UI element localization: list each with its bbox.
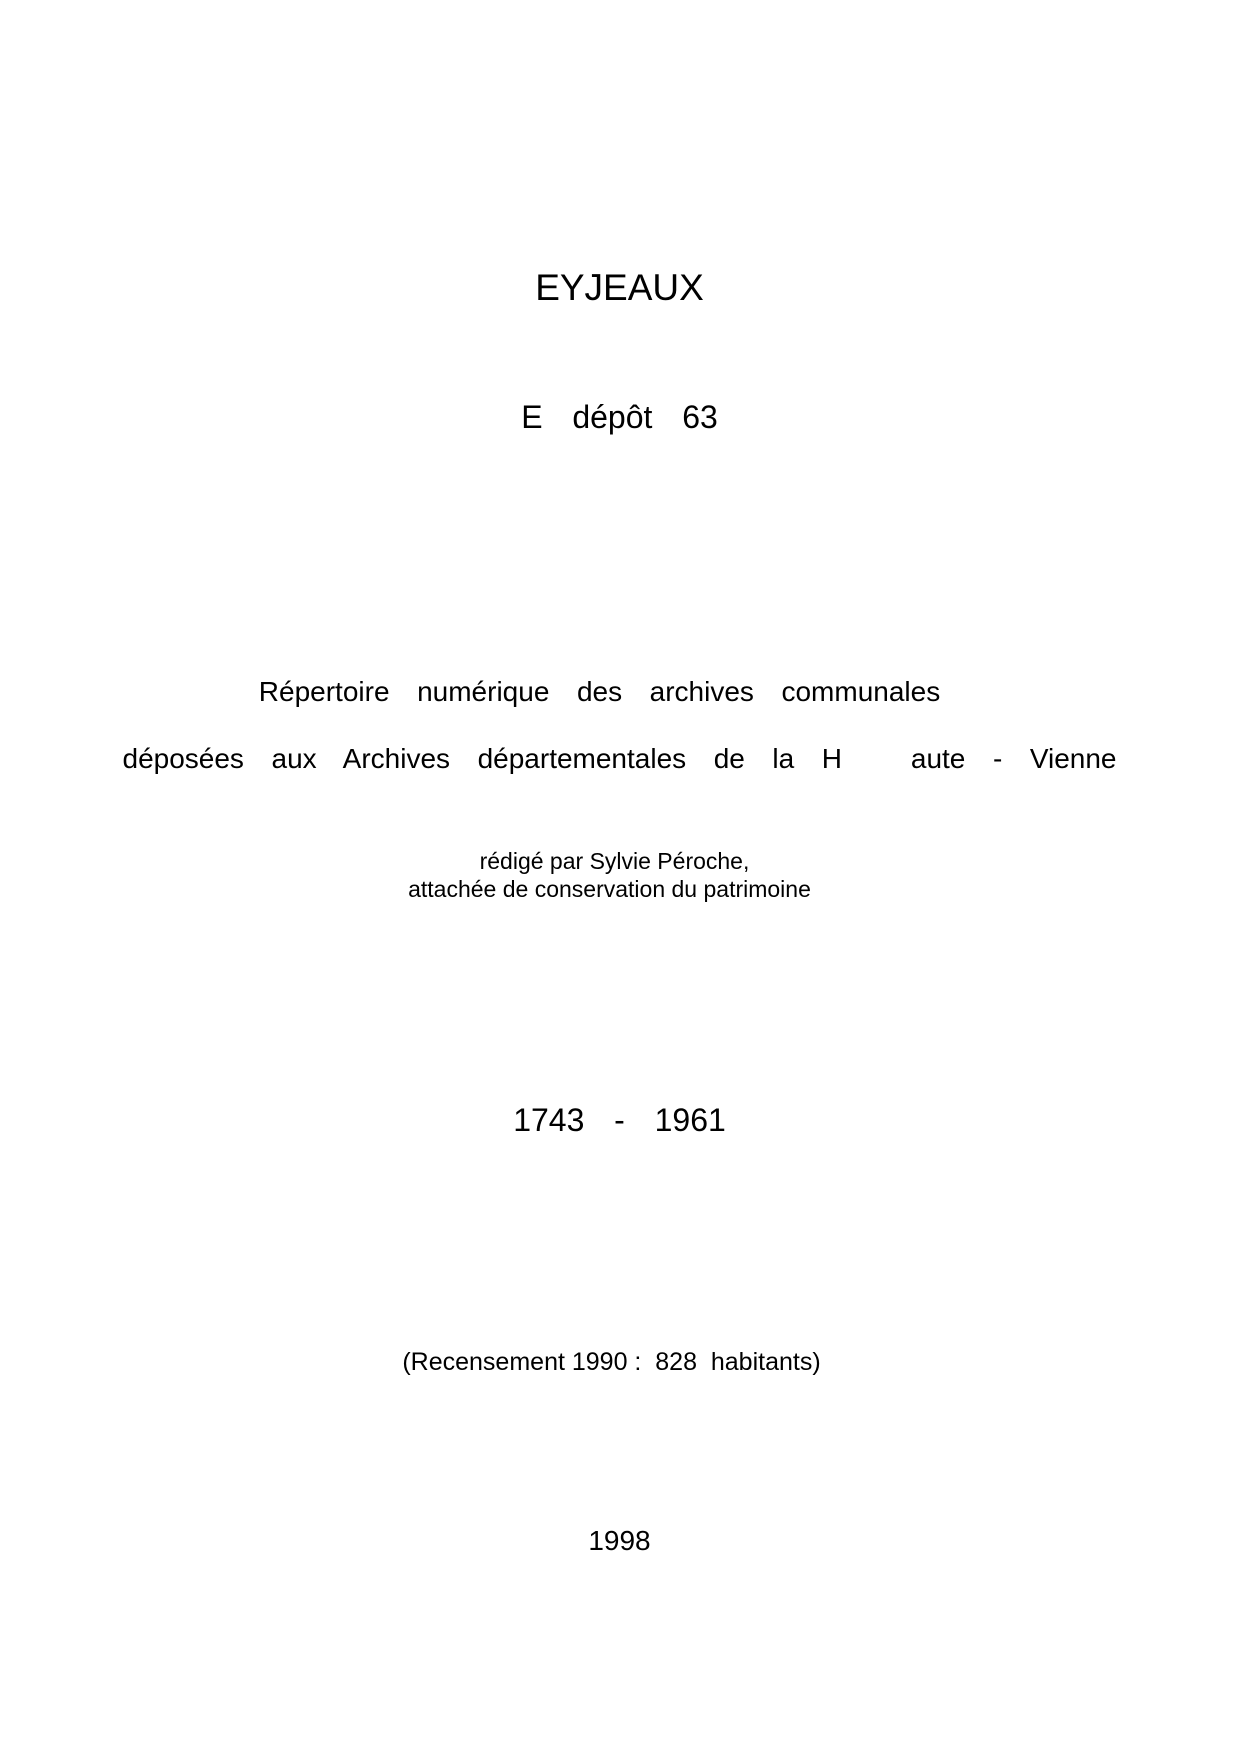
publication-year: 1998: [588, 1525, 651, 1556]
archive-reference: E dépôt 63: [521, 399, 718, 435]
author-line-1: rédigé par Sylvie Péroche,: [479, 848, 750, 874]
repertoire-line-2: déposées aux Archives départementales de la H aute - Vienne: [122, 743, 1117, 774]
census-note: (Recensement 1990 : 828 habitants): [402, 1348, 821, 1376]
commune-title: EYJEAUX: [535, 267, 704, 308]
date-range: 1743 - 1961: [513, 1102, 726, 1138]
author-line-2: attachée de conservation du patrimoine: [408, 876, 811, 902]
repertoire-line-1: Répertoire numérique des archives communales: [258, 676, 941, 707]
